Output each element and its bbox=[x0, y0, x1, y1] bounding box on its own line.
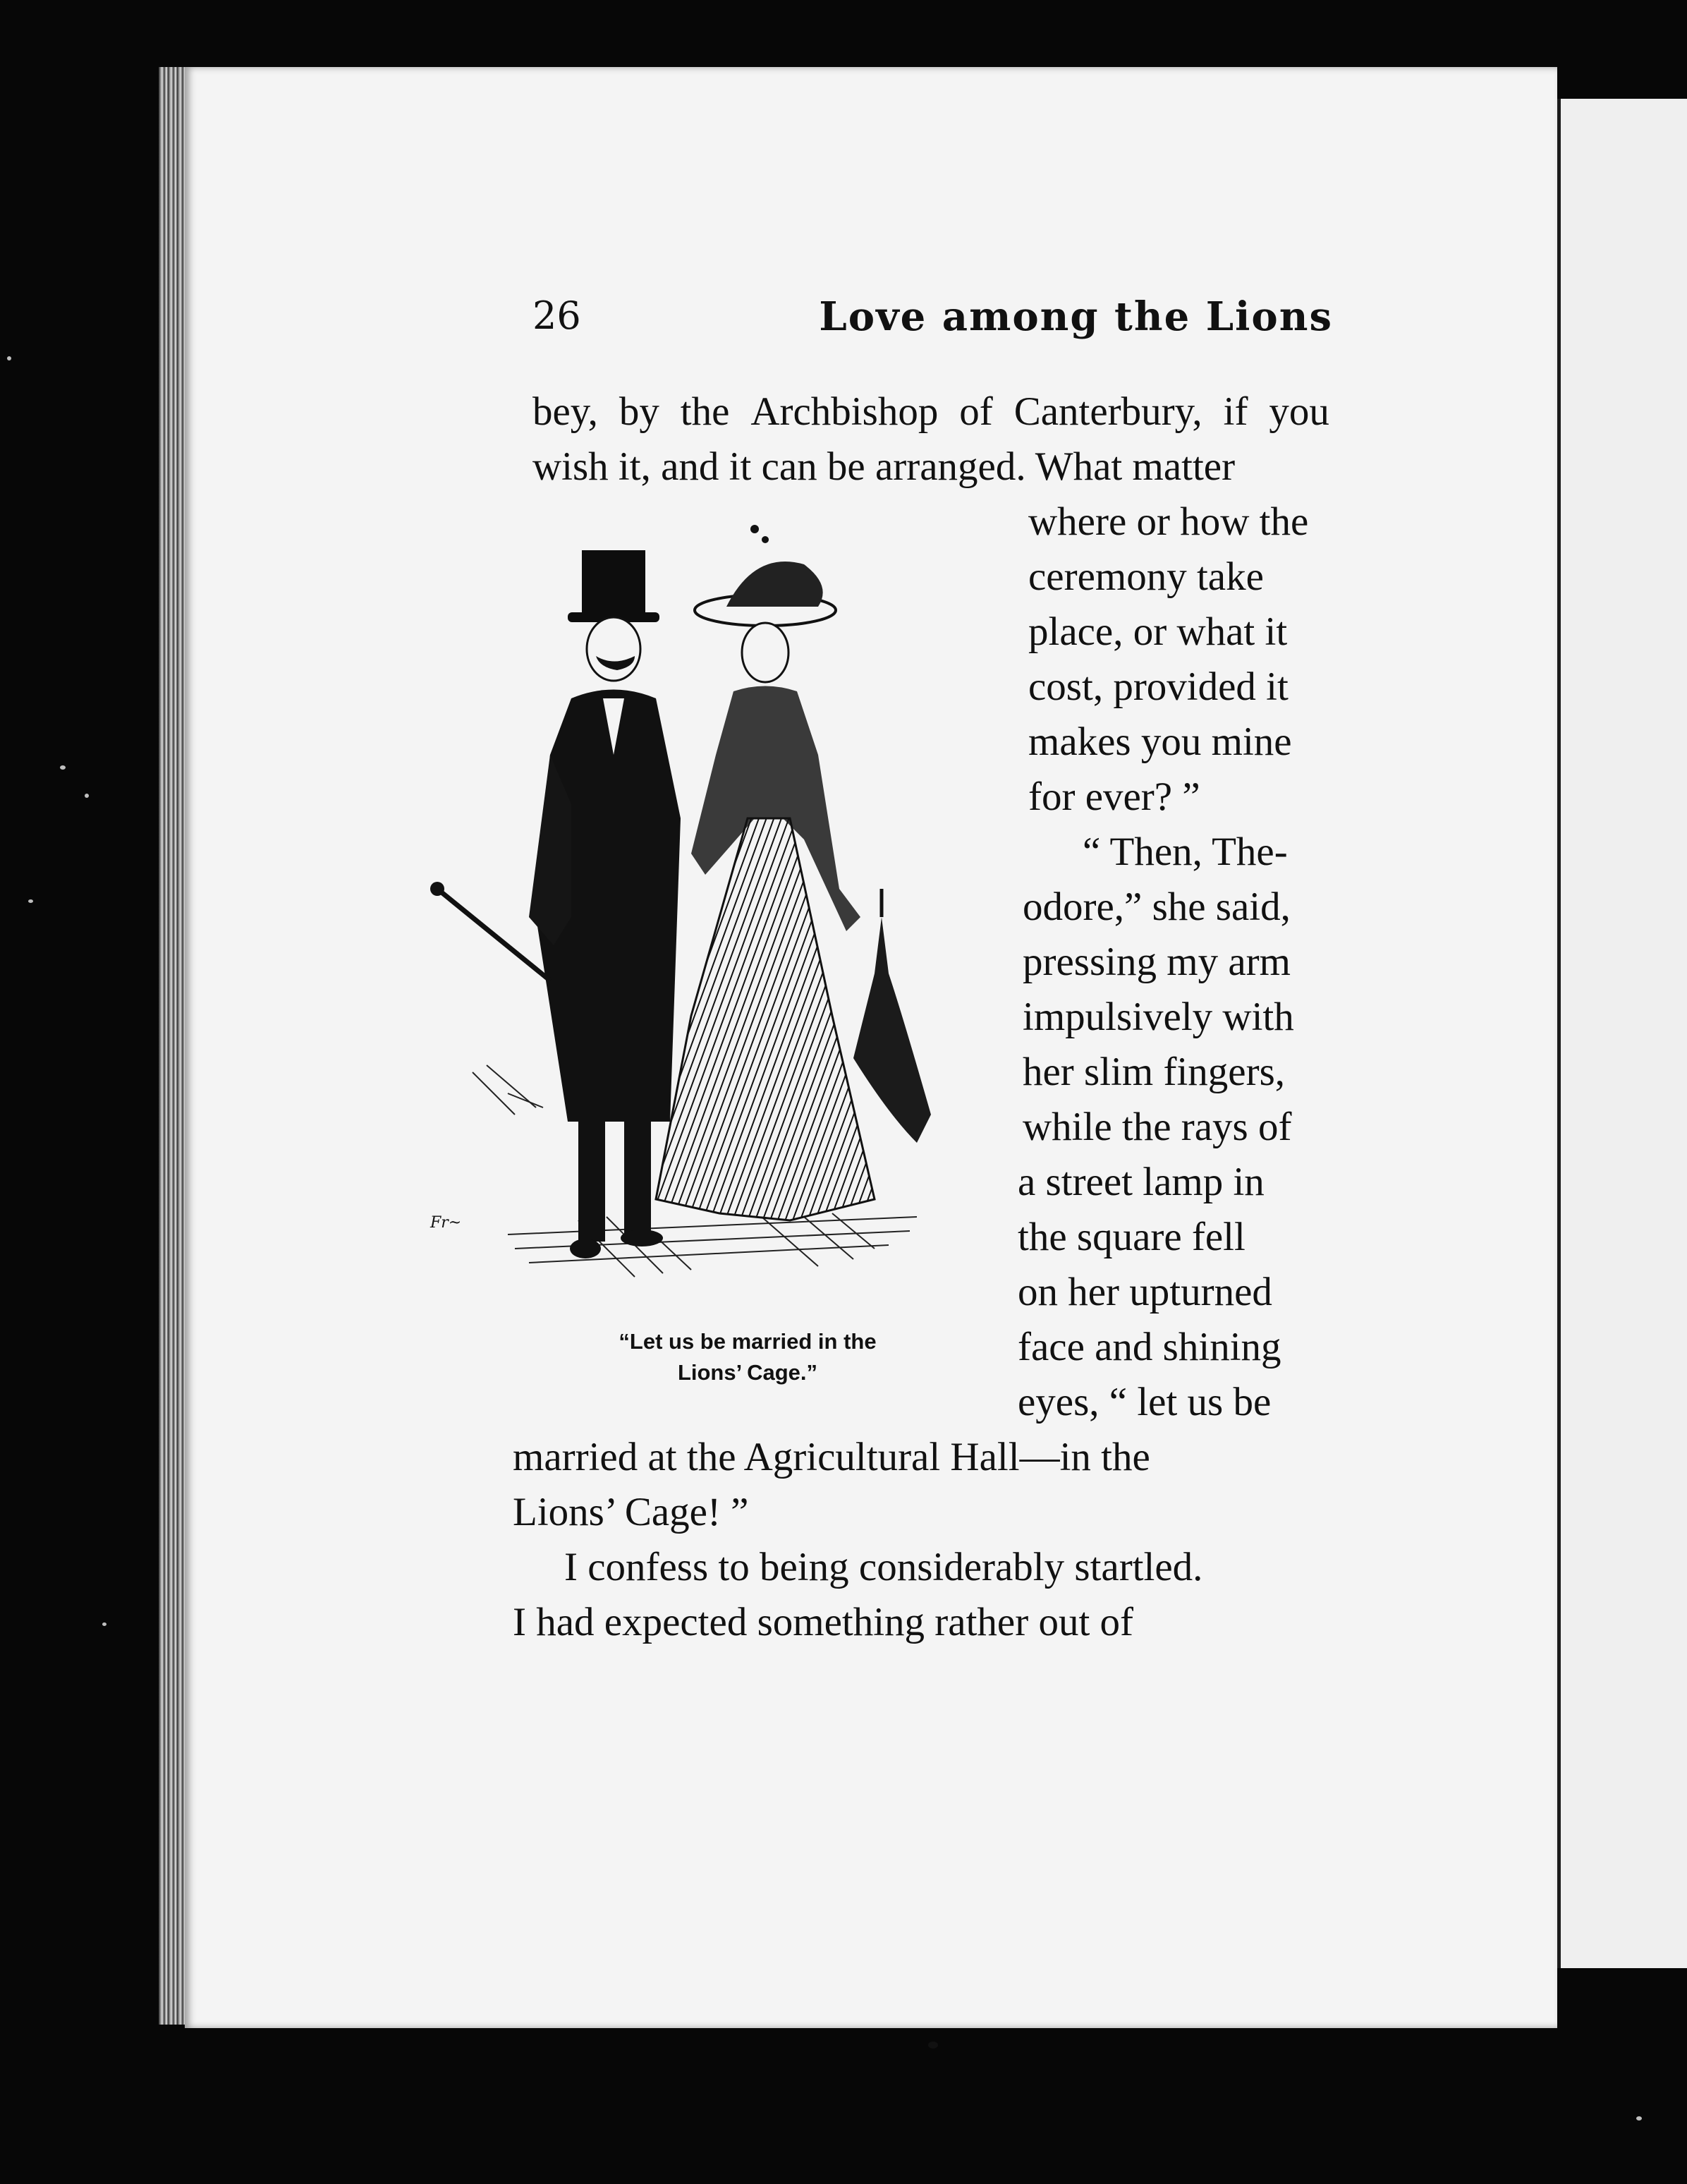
text-line: on her upturned bbox=[1018, 1270, 1272, 1314]
text-line: for ever? ” bbox=[1028, 775, 1200, 819]
scan-speck bbox=[1636, 2116, 1642, 2121]
text-line: while the rays of bbox=[1023, 1105, 1292, 1149]
word: you bbox=[1269, 389, 1329, 434]
text-line: makes you mine bbox=[1028, 720, 1292, 764]
couple-illustration bbox=[423, 522, 973, 1312]
text-line: face and shining bbox=[1018, 1325, 1281, 1369]
word: the bbox=[680, 389, 730, 434]
caption-line: “Let us be married in the bbox=[619, 1329, 877, 1354]
word: if bbox=[1223, 389, 1248, 434]
footer-ink-mark bbox=[928, 2042, 938, 2049]
text-line: eyes, “ let us be bbox=[1018, 1380, 1272, 1424]
scan-speck bbox=[85, 794, 89, 798]
scan-speck bbox=[7, 356, 11, 360]
text-line: the square fell bbox=[1018, 1215, 1246, 1259]
facing-page-edge bbox=[1557, 99, 1687, 1968]
text-line: where or how the bbox=[1028, 499, 1309, 544]
word: bey, bbox=[532, 389, 598, 434]
text-line: pressing my arm bbox=[1023, 940, 1291, 984]
text-line: cost, provided it bbox=[1028, 665, 1289, 709]
word: of bbox=[959, 389, 993, 434]
illustration-caption bbox=[550, 1326, 945, 1388]
text-line: “ Then, The- bbox=[1083, 830, 1288, 874]
scan-speck bbox=[28, 899, 33, 903]
page-number: 26 bbox=[532, 293, 581, 338]
text-line: married at the Agricultural Hall—in the bbox=[513, 1435, 1150, 1479]
text-line: odore,” she said, bbox=[1023, 885, 1291, 929]
text-line: I had expected something rather out of bbox=[513, 1600, 1134, 1644]
caption-line: Lions’ Cage.” bbox=[677, 1360, 818, 1385]
text-line: impulsively with bbox=[1023, 995, 1294, 1039]
text-line: ceremony take bbox=[1028, 554, 1264, 599]
scan-speck bbox=[102, 1622, 106, 1626]
artist-signature: Fr~ bbox=[430, 1214, 462, 1232]
text-line: Lions’ Cage! ” bbox=[513, 1490, 749, 1534]
text-line bbox=[532, 384, 1329, 439]
man-figure bbox=[430, 550, 681, 1258]
text-line: her slim fingers, bbox=[1023, 1050, 1286, 1094]
text-line: I confess to being considerably startled. bbox=[564, 1545, 1203, 1589]
word: Canterbury, bbox=[1013, 389, 1202, 434]
text-line: wish it, and it can be arranged. What matter bbox=[532, 444, 1236, 489]
word: by bbox=[619, 389, 659, 434]
scan-speck bbox=[60, 765, 66, 770]
text-line: a street lamp in bbox=[1018, 1160, 1265, 1204]
word: Archbishop bbox=[750, 389, 939, 434]
woman-figure bbox=[656, 525, 931, 1220]
text-line: place, or what it bbox=[1028, 609, 1288, 654]
page-edges bbox=[159, 67, 187, 2025]
running-title: Love among the Lions bbox=[819, 293, 1333, 340]
